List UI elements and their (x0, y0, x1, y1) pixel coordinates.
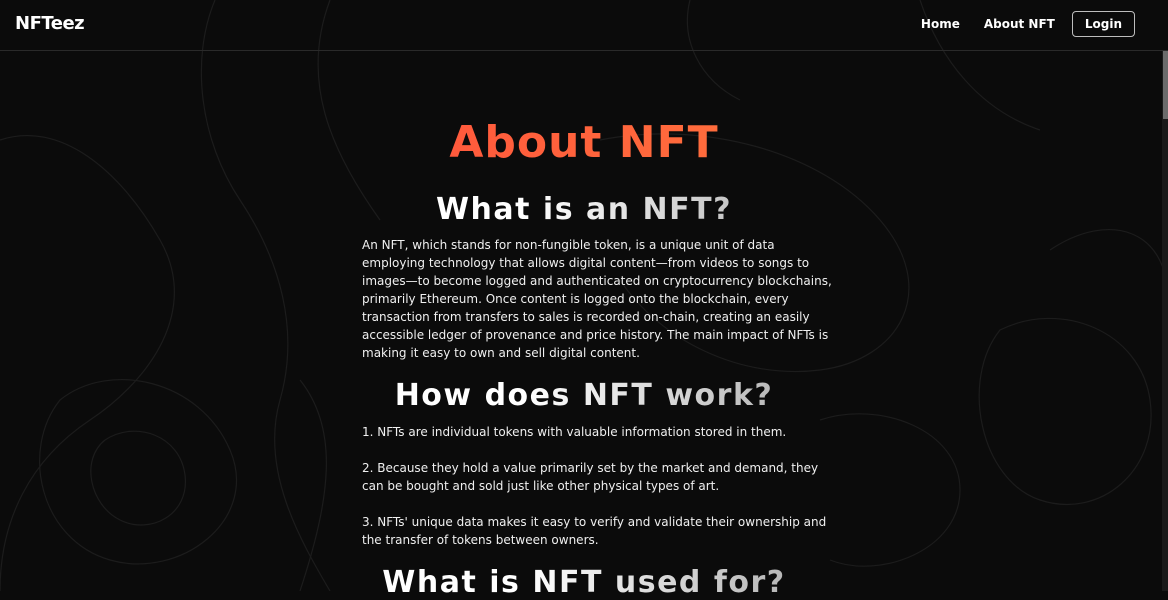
nav-link-home[interactable]: Home (920, 17, 960, 31)
top-navbar (0, 0, 1168, 51)
how-point-2: 2. Because they hold a value primarily set by the market and demand, they can be bought and sold just like other physical types of art. (362, 461, 819, 493)
nav-links (921, 11, 1135, 37)
how-point-3: 3. NFTs' unique data makes it easy to verify and validate their ownership and the transfer of tokens between owners. (362, 515, 827, 547)
login-button[interactable]: Login (1072, 11, 1135, 37)
section-heading-how-nft-works: How does NFT work? (0, 378, 1168, 413)
brand-logo[interactable]: NFTeez (15, 13, 85, 34)
nav-link-about-nft[interactable]: About NFT (983, 17, 1055, 31)
page-scrollbar-track[interactable] (1162, 51, 1168, 591)
section-heading-what-is-nft: What is an NFT? (0, 192, 1168, 227)
page-title: About NFT (0, 117, 1168, 168)
section-body-what-is-nft: An NFT, which stands for non-fungible token, is a unique unit of data employing technology that allows digital content—from videos to songs to images—to become logged and authenticated on cryptocurrency blockchains, primarily Ethereum. Once content is logged onto the blockchain, every transaction from transfers to sales is recorded on-chain, creating an easily accessible ledger of provenance and price history. The main impact of NFTs is making it easy to own and sell digital content. (362, 238, 832, 360)
section-heading-nft-uses: What is NFT used for? (0, 565, 1168, 600)
how-point-1: 1. NFTs are individual tokens with valuable information stored in them. (362, 425, 787, 439)
page-scrollbar-thumb[interactable] (1163, 51, 1168, 119)
